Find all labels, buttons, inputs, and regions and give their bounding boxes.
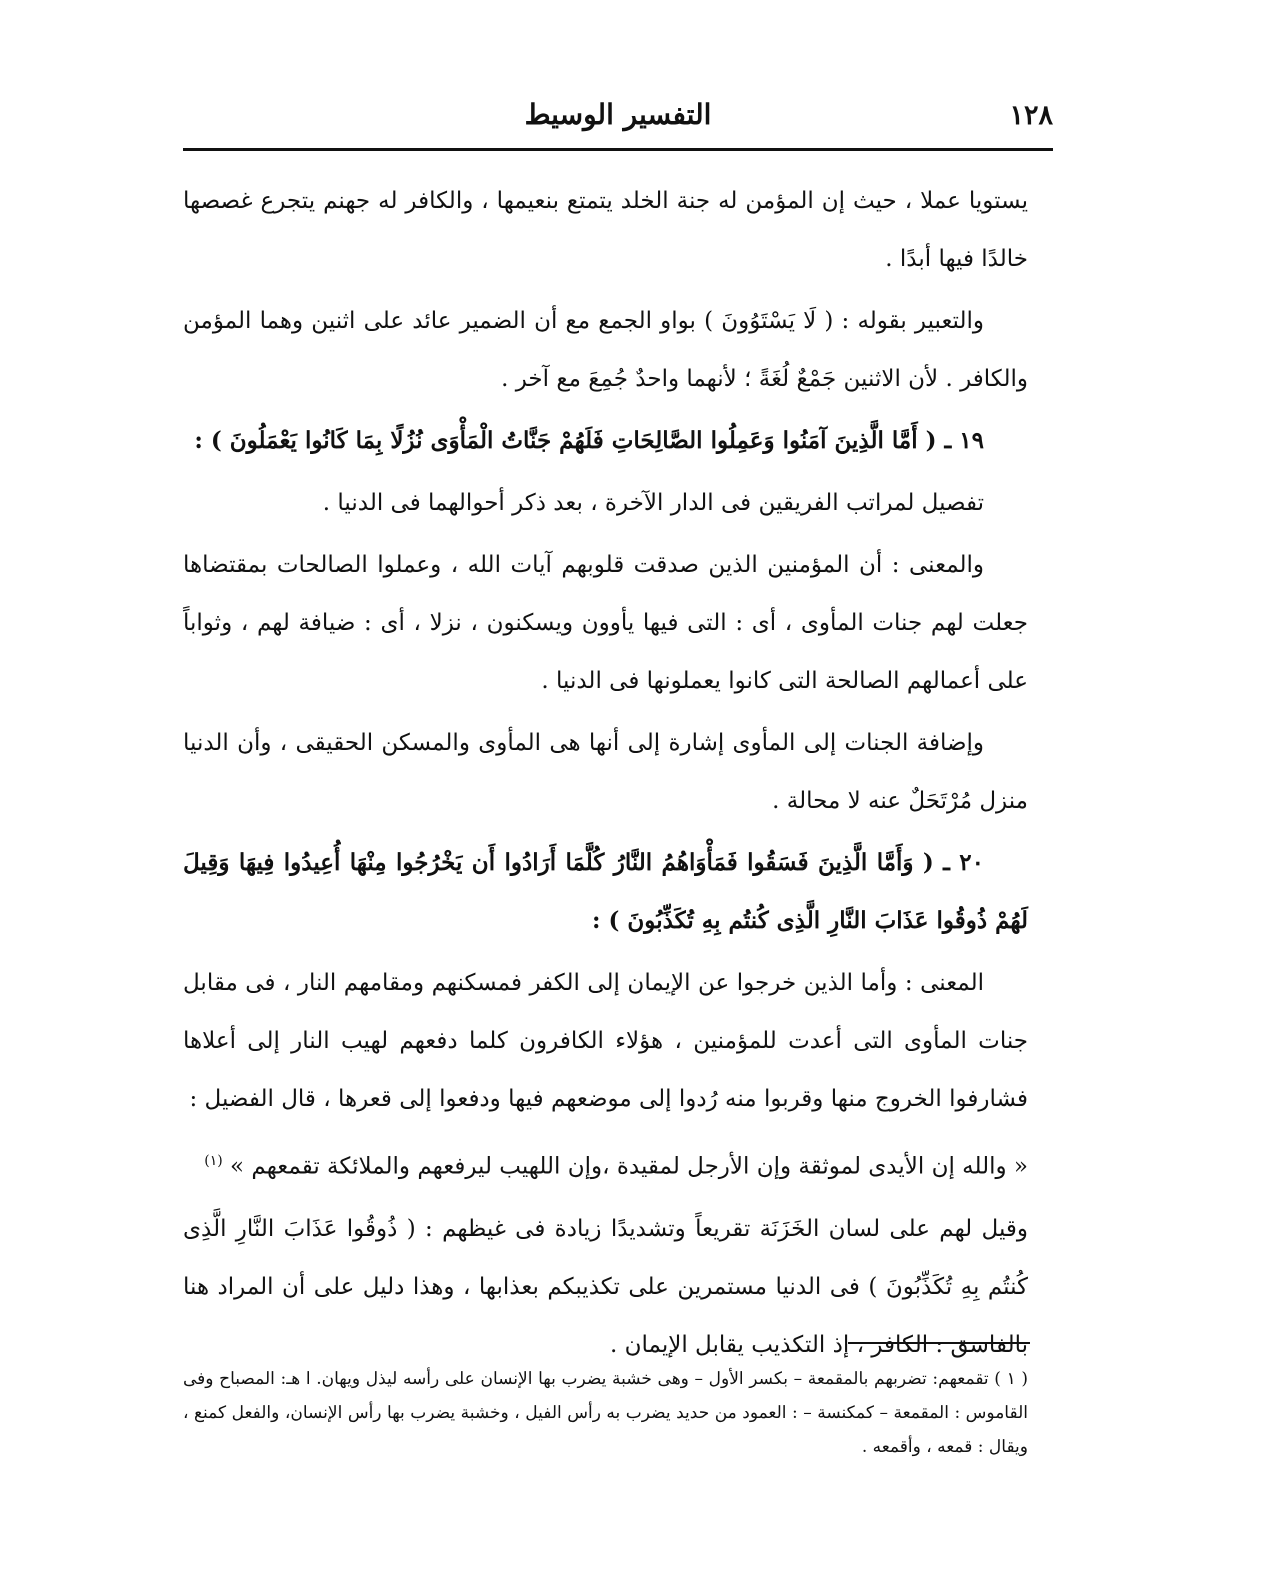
main-text	[183, 172, 1028, 1378]
paragraph: وإضافة الجنات إلى المأوى إشارة إلى أنها هى المأوى والمسكن الحقيقى ، وأن الدنيا منزل مُرْتَحَلٌ عنه لا محالة .	[183, 730, 1028, 814]
quote-paragraph	[183, 1132, 1028, 1196]
header-rule	[183, 148, 1053, 151]
paragraph: المعنى : وأما الذين خرجوا عن الإيمان إلى الكفر فمسكنهم ومقامهم النار ، فى مقابل جنات المأوى التى أعدت للمؤمنين ، هؤلاء الكافرون كلما دفعهم لهيب النار إلى أعلاها فشارفوا الخروج منها وقربوا منه رُدوا إلى موضعهم فيها ودفعوا إلى قعرها ، قال الفضيل :	[183, 970, 1028, 1112]
verse-heading-20: ٢٠ ـ ( وَأَمَّا الَّذِينَ فَسَقُوا فَمَأْوَاهُمُ النَّارُ كُلَّمَا أَرَادُوا أَن يَخْرُجُوا مِنْهَا أُعِيدُوا فِيهَا وَقِيلَ لَهُمْ ذُوقُوا عَذَابَ النَّارِ الَّذِى كُنتُم بِهِ تُكَذِّبُونَ ) :	[183, 849, 1028, 934]
paragraph: والتعبير بقوله : ( لَا يَسْتَوُونَ ) بواو الجمع مع أن الضمير عائد على اثنين وهما المؤمن والكافر . لأن الاثنين جَمْعٌ لُغَةً ؛ لأنهما واحدٌ جُمِعَ مع آخر .	[183, 308, 1028, 392]
footnotes	[183, 1362, 1028, 1464]
footnote-reference: (١)	[204, 1153, 223, 1169]
paragraph: يستويا عملا ، حيث إن المؤمن له جنة الخلد يتمتع بنعيمها ، والكافر له جهنم يتجرع غصصها خالدًا فيها أبدًا .	[183, 188, 1028, 272]
verse-heading-19: ١٩ ـ ( أَمَّا الَّذِينَ آمَنُوا وَعَمِلُوا الصَّالِحَاتِ فَلَهُمْ جَنَّاتُ الْمَأْوَى نُزُلًا بِمَا كَانُوا يَعْمَلُونَ ) :	[194, 427, 984, 454]
page-header	[183, 92, 1053, 140]
footnote-rule	[848, 1342, 1030, 1344]
quote-text: « والله إن الأيدى لموثقة وإن الأرجل لمقيدة ،وإن اللهيب ليرفعهم والملائكة تقمعهم »	[230, 1153, 1028, 1180]
paragraph: وقيل لهم على لسان الخَزَنَة تقريعاً وتشديدًا زيادة فى غيظهم : ( ذُوقُوا عَذَابَ النَّارِ الَّذِى كُنتُم بِهِ تُكَذِّبُونَ ) فى الدنيا مستمرين على تكذيبكم بعذابها ، وهذا دليل على أن المراد هنا بالفاسق : الكافر ، إذ التكذيب يقابل الإيمان .	[183, 1215, 1028, 1358]
paragraph: تفصيل لمراتب الفريقين فى الدار الآخرة ، بعد ذكر أحوالهما فى الدنيا .	[322, 490, 984, 516]
running-title: التفسير الوسيط	[524, 98, 712, 131]
paragraph: والمعنى : أن المؤمنين الذين صدقت قلوبهم آيات الله ، وعملوا الصالحات بمقتضاها جعلت لهم جنات المأوى ، أى : التى فيها يأوون ويسكنون ، نزلا ، أى : ضيافة لهم ، وثواباً على أعمالهم الصالحة التى كانوا يعملونها فى الدنيا .	[183, 552, 1028, 694]
footnote-1: ( ١ ) تقمعهم: تضربهم بالمقمعة – بكسر الأول – وهى خشبة يضرب بها الإنسان على رأسه ليذل ويهان. ا هـ: المصباح وفى القاموس : المقمعة – كمكنسة – : العمود من حديد يضرب به رأس الفيل ، وخشبة يضرب بها رأس الإنسان، والفعل كمنع ، ويقال : قمعه ، وأقمعه .	[183, 1369, 1028, 1457]
page-number: ١٢٨	[1009, 100, 1053, 131]
